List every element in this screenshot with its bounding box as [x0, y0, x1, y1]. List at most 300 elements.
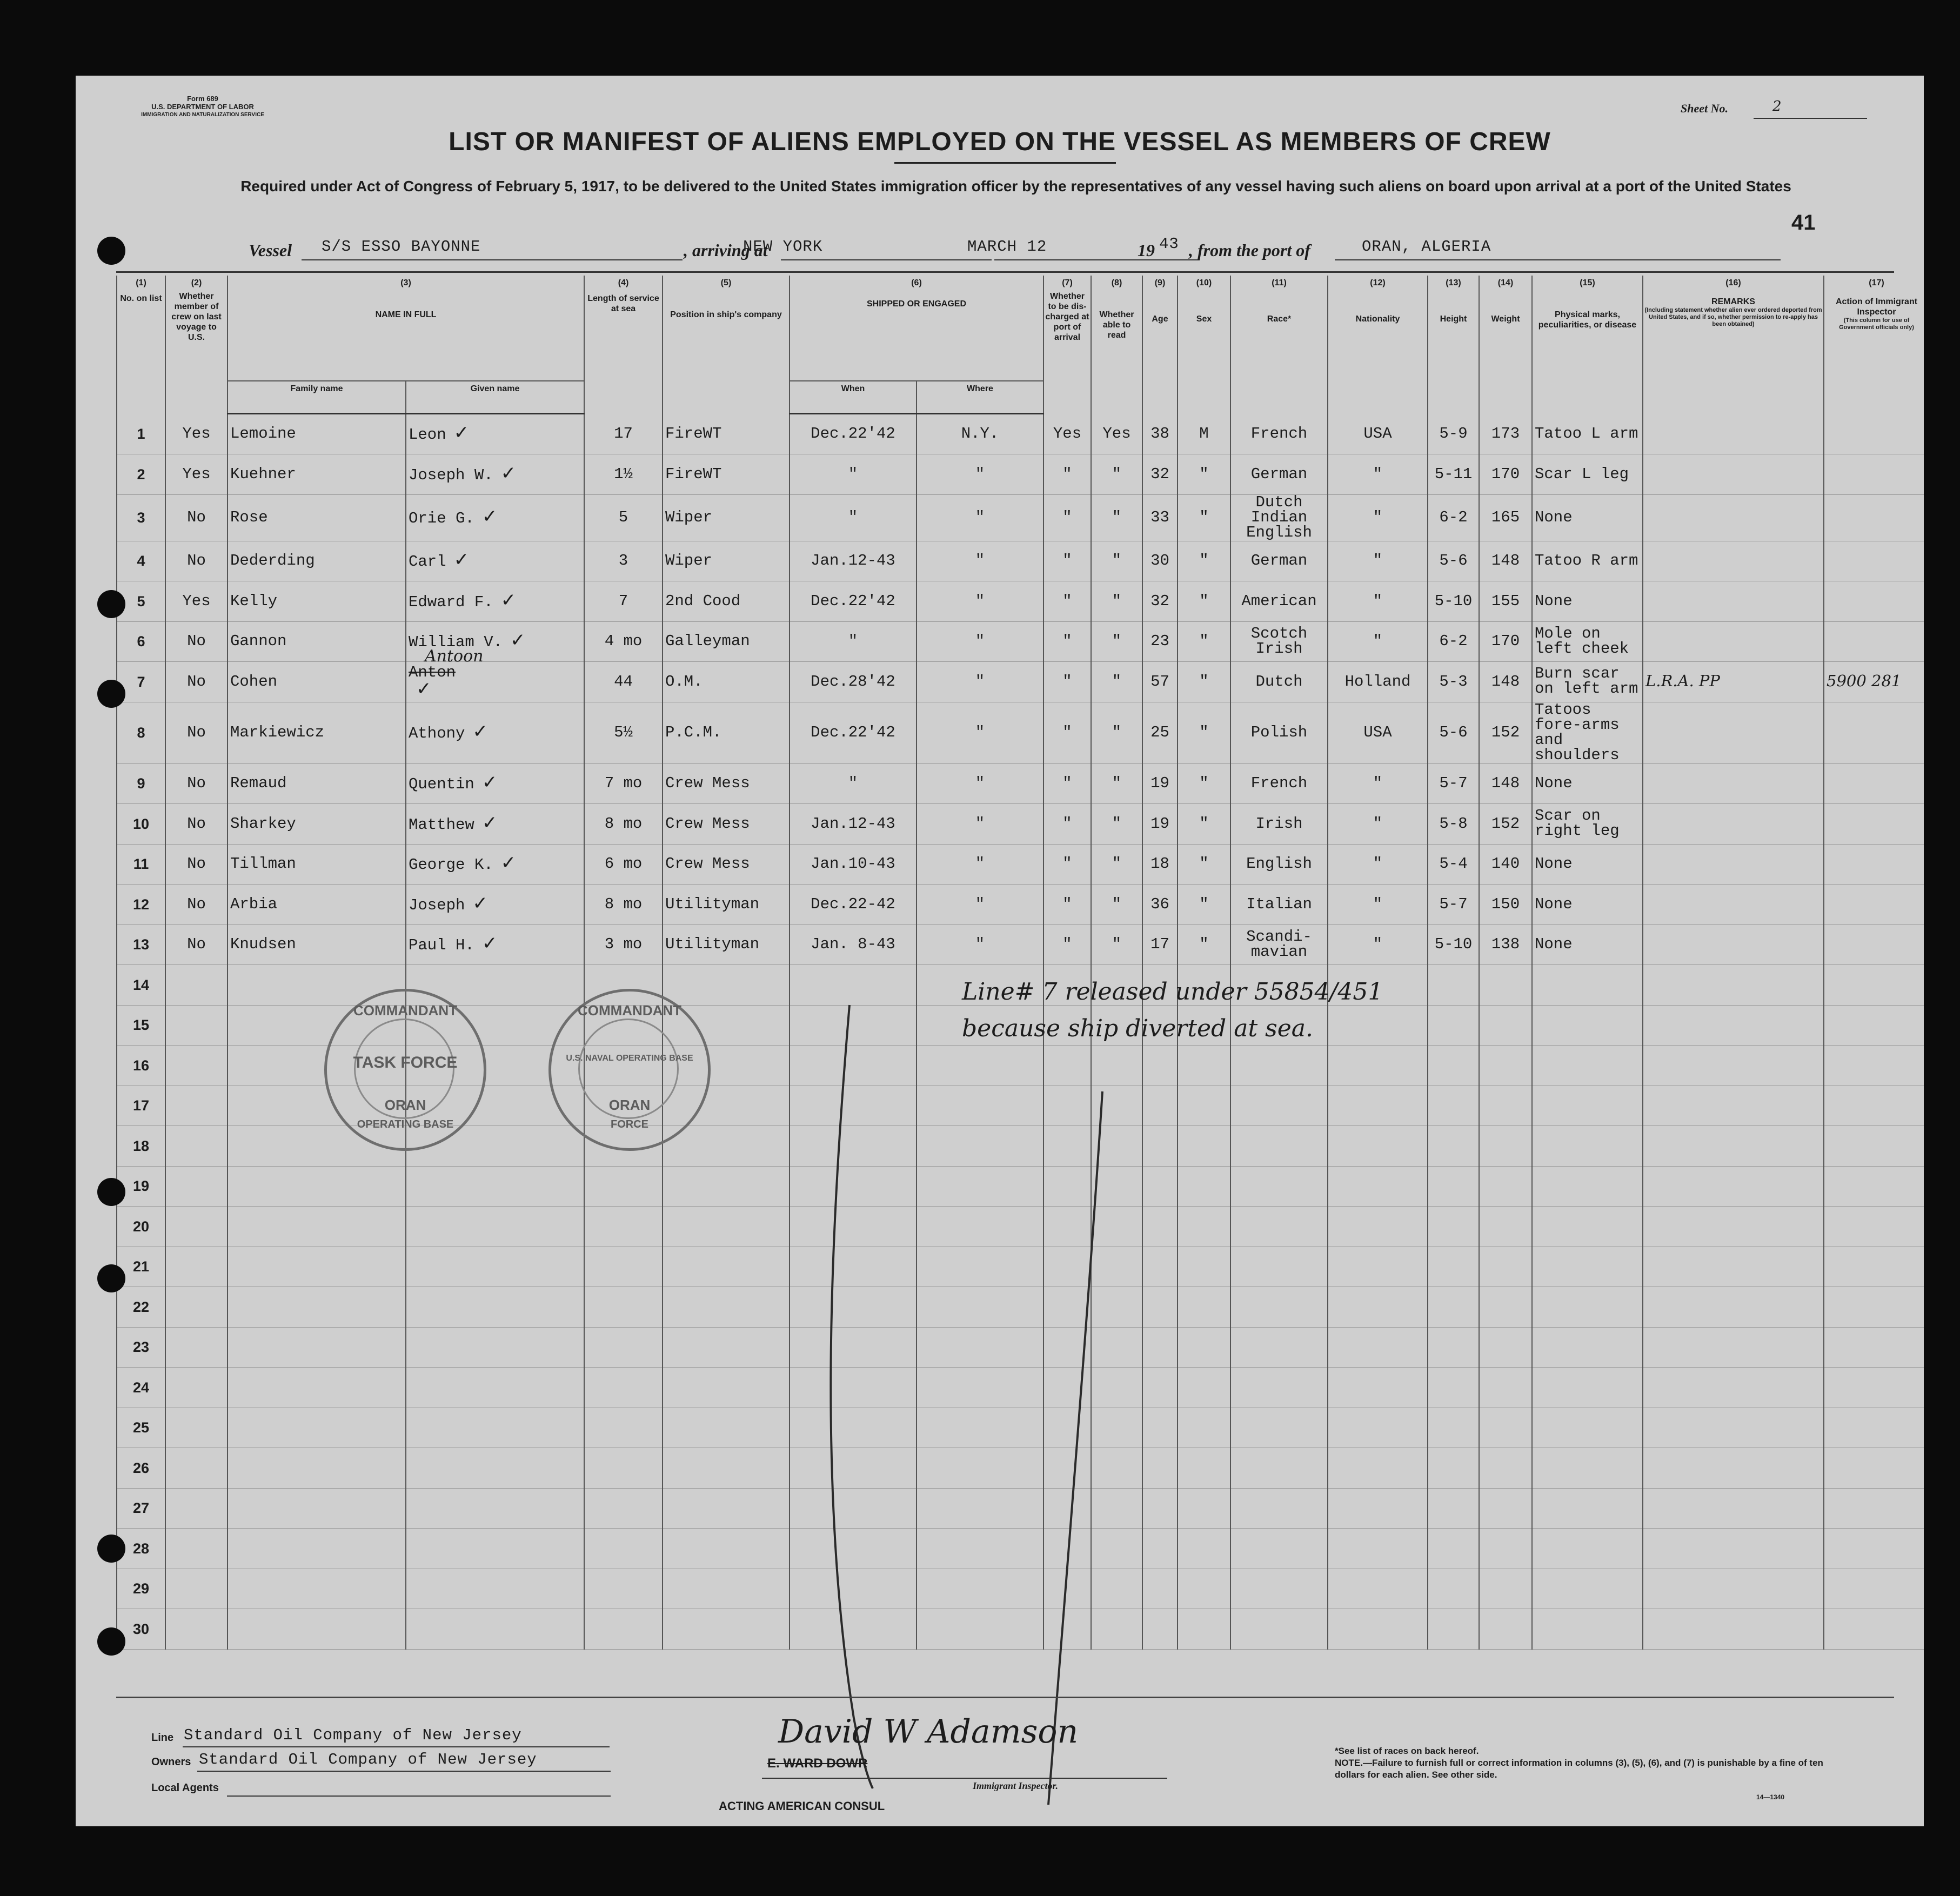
row-number: 14: [117, 965, 165, 1006]
cell-when-text: Jan.12-43: [811, 552, 895, 570]
cell-sex-text: ": [1199, 774, 1209, 793]
cell-read-text: ": [1112, 895, 1122, 913]
col-shipped-header: (6) SHIPPED OR ENGAGED: [790, 276, 1043, 381]
cell-weight-text: 150: [1491, 895, 1520, 913]
cell-race-text: Polish: [1250, 723, 1308, 741]
row-number: 17: [117, 1086, 165, 1126]
cell-given-text: Joseph: [409, 896, 465, 914]
cell-nationality-text: ": [1373, 508, 1383, 526]
cell-when-text: Jan. 8-43: [811, 935, 895, 954]
cell-discharged-text: ": [1062, 552, 1072, 570]
cell-race-text: Dutch: [1255, 672, 1303, 691]
arriving-port: NEW YORK: [743, 238, 823, 256]
cell-race-text: German: [1250, 552, 1308, 570]
cell-marks-text: None: [1535, 895, 1573, 913]
cell-when-text: Dec.22'42: [811, 425, 895, 443]
cell-marks-text: Burn scar on left arm: [1535, 665, 1638, 698]
cell-height-text: 5-6: [1439, 723, 1468, 741]
cell-race-text: Scotch Irish: [1250, 624, 1308, 658]
cell-sex-text: M: [1199, 424, 1209, 443]
cell-height-text: 6-2: [1439, 508, 1468, 526]
check-mark-icon: ✓: [481, 812, 498, 834]
col-height-header: (13) Height: [1428, 276, 1479, 413]
check-mark-icon: ✓: [453, 549, 470, 571]
cell-family-text: Sharkey: [230, 814, 296, 833]
binder-hole: [97, 680, 125, 708]
cell-marks-text: Scar L leg: [1535, 465, 1629, 483]
cell-member-text: No: [187, 723, 206, 741]
cell-position-text: Utilityman: [665, 895, 760, 913]
row-number: 18: [117, 1126, 165, 1167]
cell-marks-text: None: [1535, 592, 1573, 610]
cell-read-text: ": [1112, 723, 1122, 741]
cell-member-text: No: [187, 552, 206, 570]
cell-member-text: No: [187, 814, 206, 833]
agents-rule: [227, 1795, 611, 1797]
cell-discharged-text: ": [1062, 855, 1072, 873]
cell-age-text: 38: [1150, 424, 1169, 443]
col-nationality-header: (12) Nationality: [1328, 276, 1428, 413]
cell-race-text: Dutch Indian English: [1246, 493, 1312, 541]
row-number: 28: [117, 1529, 165, 1569]
cell-position-text: Wiper: [665, 552, 713, 570]
col-action-header: (17) Action of Immigrant Inspector (This column for use of Government officials only): [1824, 276, 1924, 413]
cell-service-text: 8 mo: [604, 814, 643, 833]
cell-read-text: ": [1112, 465, 1122, 483]
cell-race-text: Scandi-mavian: [1246, 927, 1312, 961]
cell-discharged-text: ": [1062, 814, 1072, 833]
cell-age-text: 57: [1150, 672, 1169, 691]
cell-height-text: 5-3: [1439, 672, 1468, 691]
cell-nationality-text: ": [1373, 814, 1383, 833]
vessel-name: S/S ESSO BAYONNE: [322, 238, 481, 256]
line-rule: [183, 1746, 610, 1747]
cell-discharged-text: ": [1062, 672, 1072, 691]
cell-nationality-text: ": [1373, 935, 1383, 954]
cell-nationality-text: USA: [1363, 723, 1392, 741]
row-number: 23: [117, 1327, 165, 1368]
cell-given-text: Athony: [409, 725, 465, 742]
binder-hole: [97, 1535, 125, 1563]
year-prefix: 19: [1138, 240, 1155, 260]
cell-read-text: ": [1112, 672, 1122, 691]
col-read-header: (8) Whether able to read: [1091, 276, 1142, 413]
cell-height-text: 5-11: [1434, 465, 1473, 483]
cell-discharged-text: ": [1062, 508, 1072, 526]
cell-given-text: Paul H.: [409, 936, 474, 955]
cell-family-text: Kelly: [230, 592, 278, 610]
cell-where-text: ": [975, 592, 985, 610]
cell-nationality-text: ": [1373, 465, 1383, 483]
cell-read-text: ": [1112, 774, 1122, 793]
check-mark-icon: ✓: [416, 678, 432, 700]
cell-discharged-text: ": [1062, 592, 1072, 610]
cell-member-text: No: [187, 672, 206, 691]
struck-name: E. WARD DOWR: [767, 1756, 868, 1771]
cell-when-text: ": [848, 774, 858, 793]
binder-hole: [97, 590, 125, 618]
cell-where-text: ": [975, 632, 985, 651]
cell-when-text: Dec.22'42: [811, 592, 895, 610]
cell-where-text: ": [975, 723, 985, 741]
commandant-stamp-2: COMMANDANT U.S. NAVAL OPERATING BASE ORAN FORCE: [548, 989, 711, 1151]
cell-height-text: 5-7: [1439, 895, 1468, 913]
row-number: 22: [117, 1287, 165, 1328]
penalty-note: NOTE.—Failure to furnish full or correct information in columns (3), (5), (6), and (7) is punishable by a fine of ten dollars for each alien. See other side.: [1335, 1758, 1823, 1780]
cell-position-text: Galleyman: [665, 632, 750, 651]
cell-service-text: 5: [618, 508, 628, 526]
cell-read-text: ": [1112, 855, 1122, 873]
cell-height-text: 5-9: [1439, 424, 1468, 443]
cell-height-text: 5-10: [1434, 592, 1473, 610]
cell-where-text: ": [975, 774, 985, 793]
cell-sex-text: ": [1199, 552, 1209, 570]
cell-weight-text: 138: [1491, 935, 1520, 954]
cell-service-text: 7: [618, 592, 628, 610]
cell-given-text: Edward F.: [409, 593, 493, 611]
cell-weight-text: 152: [1491, 814, 1520, 833]
check-mark-icon: ✓: [472, 892, 488, 914]
cell-given-text: Orie G.: [409, 510, 474, 527]
cell-position-text: Crew Mess: [665, 814, 750, 833]
cell-weight-text: 148: [1491, 774, 1520, 793]
row-number: 24: [117, 1368, 165, 1408]
release-note-line-1: Line# 7 released under 55854/451: [962, 978, 1383, 1006]
row-number: 12: [117, 885, 165, 925]
cell-age-text: 32: [1150, 465, 1169, 483]
cell-member-text: No: [187, 855, 206, 873]
cell-nationality-text: ": [1373, 552, 1383, 570]
cell-discharged-text: ": [1062, 774, 1072, 793]
inspector-label: Immigrant Inspector.: [973, 1780, 1059, 1791]
manifest-sheet: [76, 76, 1924, 1826]
row-number: 20: [117, 1207, 165, 1247]
cell-discharged-text: ": [1062, 632, 1072, 651]
cell-nationality-text: ": [1373, 592, 1383, 610]
check-mark-icon: ✓: [500, 462, 517, 484]
cell-weight-text: 140: [1491, 855, 1520, 873]
cell-sex-text: ": [1199, 592, 1209, 610]
line-value: Standard Oil Company of New Jersey: [184, 1726, 522, 1744]
cell-family-text: Markiewicz: [230, 723, 325, 741]
check-mark-icon: ✓: [481, 772, 498, 794]
cell-when-text: Dec.22'42: [811, 723, 895, 741]
cell-where-text: ": [975, 814, 985, 833]
cell-when-text: Dec.28'42: [811, 672, 895, 691]
footer-print-code: 14—1340: [1756, 1793, 1785, 1801]
cell-when-text: Jan.12-43: [811, 814, 895, 833]
col-weight-header: (14) Weight: [1479, 276, 1532, 413]
cell-service-text: 3 mo: [604, 935, 643, 954]
col-age-header: (9) Age: [1142, 276, 1178, 413]
page-title: LIST OR MANIFEST OF ALIENS EMPLOYED ON THE VESSEL AS MEMBERS OF CREW: [449, 128, 1551, 156]
cell-member-text: No: [187, 895, 206, 913]
page-subtitle: Required under Act of Congress of February 5, 1917, to be delivered to the United States immigration officer by the representatives of any vessel having such aliens on board upon arrival at a port of the United States: [240, 178, 1791, 195]
binder-hole: [97, 1178, 125, 1206]
release-note-line-2: because ship diverted at sea.: [962, 1015, 1313, 1042]
arriving-label: , arriving at: [684, 240, 768, 260]
cell-position-text: Utilityman: [665, 935, 760, 954]
cell-height-text: 5-4: [1439, 855, 1468, 873]
cell-where-text: ": [975, 895, 985, 913]
cell-where-text: ": [975, 855, 985, 873]
cell-nationality-text: Holland: [1344, 672, 1411, 691]
row-number: 5: [117, 581, 165, 622]
cell-family-text: Remaud: [230, 774, 287, 793]
cell-action-text: 5900 281: [1827, 672, 1902, 691]
row-number: 7: [117, 662, 165, 702]
table-bottom-rule: [116, 1697, 1894, 1698]
cell-when-text: ": [848, 465, 858, 483]
cell-where-text: ": [975, 508, 985, 526]
signature-rule: [762, 1778, 1167, 1779]
row-number: 19: [117, 1166, 165, 1207]
consul-title: ACTING AMERICAN CONSUL: [719, 1799, 885, 1813]
cell-discharged-text: Yes: [1053, 424, 1082, 443]
binder-hole: [97, 237, 125, 265]
cell-read-text: ": [1112, 592, 1122, 610]
cell-age-text: 32: [1150, 592, 1169, 610]
cell-height-text: 5-6: [1439, 552, 1468, 570]
cell-age-text: 36: [1150, 895, 1169, 913]
cell-where-text: ": [975, 465, 985, 483]
cell-when-text: Dec.22-42: [811, 895, 895, 913]
cell-age-text: 18: [1150, 855, 1169, 873]
cell-discharged-text: ": [1062, 465, 1072, 483]
cell-family-text: Gannon: [230, 632, 287, 651]
cell-member-text: No: [187, 935, 206, 954]
cell-race-text: French: [1250, 774, 1308, 793]
cell-given-text: Carl: [409, 553, 446, 571]
col-remarks-header: (16) REMARKS (Including statement whether alien ever ordered deported from United States, and if so, whether permission to re-apply has been obtained): [1643, 276, 1824, 413]
cell-given-text: Quentin: [409, 775, 474, 794]
cell-family-text: Arbia: [230, 895, 278, 913]
col-where-header: Where: [917, 381, 1043, 413]
cell-position-text: P.C.M.: [665, 723, 722, 741]
cell-height-text: 5-7: [1439, 774, 1468, 793]
page-number: 41: [1791, 211, 1816, 235]
check-mark-icon: ✓: [500, 589, 517, 611]
row-number: 27: [117, 1488, 165, 1529]
cell-weight-text: 148: [1491, 552, 1520, 570]
cell-member-text: Yes: [182, 465, 211, 483]
col-name-header: (3) NAME IN FULL: [228, 276, 584, 381]
race-note: *See list of races on back hereof.: [1335, 1746, 1479, 1756]
check-mark-icon: ✓: [453, 422, 470, 444]
col-no-header: (1) No. on list: [117, 276, 165, 413]
cell-read-text: ": [1112, 552, 1122, 570]
cell-marks-text: None: [1535, 935, 1573, 954]
cell-nationality-text: ": [1373, 632, 1383, 651]
agents-label: Local Agents: [151, 1782, 219, 1794]
row-number: 15: [117, 1005, 165, 1046]
arrival-date: MARCH 12: [967, 238, 1047, 256]
col-given-header: Given name: [406, 381, 584, 413]
cell-when-text: ": [848, 632, 858, 651]
arrival-year: 43: [1159, 235, 1179, 253]
check-mark-icon: ✓: [472, 721, 488, 742]
from-port: ORAN, ALGERIA: [1362, 238, 1491, 256]
cell-member-text: No: [187, 508, 206, 526]
col-member-header: (2) Whether member of crew on last voyage to U.S.: [165, 276, 228, 413]
row-number: 13: [117, 924, 165, 965]
cell-weight-text: 148: [1491, 672, 1520, 691]
cell-read-text: Yes: [1102, 424, 1131, 443]
binder-hole: [97, 1264, 125, 1292]
row-number: 4: [117, 541, 165, 581]
owners-rule: [197, 1771, 611, 1772]
cell-nationality-text: ": [1373, 895, 1383, 913]
cell-position-text: Crew Mess: [665, 774, 750, 793]
cell-discharged-text: ": [1062, 895, 1072, 913]
cell-family-text: Cohen: [230, 672, 278, 691]
given-name-correction: Antoon: [425, 646, 484, 666]
cell-when-text: ": [848, 508, 858, 526]
cell-weight-text: 170: [1491, 632, 1520, 651]
col-discharged-header: (7) Whether to be dis-charged at port of arrival: [1043, 276, 1091, 413]
cell-age-text: 33: [1150, 508, 1169, 526]
cell-discharged-text: ": [1062, 723, 1072, 741]
cell-height-text: 5-8: [1439, 814, 1468, 833]
cell-member-text: No: [187, 632, 206, 651]
cell-position-text: 2nd Cood: [665, 592, 741, 610]
cell-member-text: Yes: [182, 424, 211, 443]
col-family-header: Family name: [228, 381, 406, 413]
cell-marks-text: None: [1535, 508, 1573, 526]
col-sex-header: (10) Sex: [1178, 276, 1230, 413]
cell-read-text: ": [1112, 814, 1122, 833]
cell-service-text: 5½: [614, 723, 633, 741]
cell-marks-text: Tatoo R arm: [1535, 552, 1638, 570]
row-number: 21: [117, 1247, 165, 1287]
row-number: 6: [117, 621, 165, 662]
cell-family-text: Rose: [230, 508, 268, 526]
cell-position-text: Crew Mess: [665, 855, 750, 873]
cell-sex-text: ": [1199, 723, 1209, 741]
cell-sex-text: ": [1199, 935, 1209, 954]
cell-nationality-text: USA: [1363, 424, 1392, 443]
cell-service-text: 44: [614, 672, 633, 691]
row-number: 25: [117, 1408, 165, 1448]
cell-service-text: 6 mo: [604, 855, 643, 873]
cell-age-text: 19: [1150, 814, 1169, 833]
cell-position-text: FireWT: [665, 424, 722, 443]
owners-value: Standard Oil Company of New Jersey: [199, 1751, 537, 1768]
cell-read-text: ": [1112, 935, 1122, 954]
cell-service-text: 1½: [614, 465, 633, 483]
cell-marks-text: Tatoo L arm: [1535, 424, 1638, 443]
row-number: 2: [117, 454, 165, 495]
sheet-number-value: 2: [1772, 98, 1782, 115]
cell-member-text: No: [187, 774, 206, 793]
cell-read-text: ": [1112, 508, 1122, 526]
cell-family-text: Dederding: [230, 552, 315, 570]
check-mark-icon: ✓: [481, 933, 498, 955]
sheet-number-label: Sheet No.: [1681, 102, 1728, 115]
cell-given-text: Matthew: [409, 815, 474, 834]
cell-age-text: 30: [1150, 552, 1169, 570]
row-number: 16: [117, 1046, 165, 1086]
cell-marks-text: Scar on right leg: [1535, 807, 1620, 840]
cell-family-text: Kuehner: [230, 465, 296, 483]
cell-given-text: William V.: [409, 633, 503, 652]
cell-given-text: Joseph W.: [409, 466, 493, 484]
cell-discharged-text: ": [1062, 935, 1072, 954]
cell-service-text: 7 mo: [604, 774, 643, 793]
form-identifier: Form 689 U.S. DEPARTMENT OF LABOR IMMIGRATION AND NATURALIZATION SERVICE: [141, 95, 264, 118]
pen-strokes: [76, 76, 1924, 1826]
cell-where-text: ": [975, 935, 985, 954]
cell-height-text: 5-10: [1434, 935, 1473, 954]
cell-marks-text: Mole on left cheek: [1535, 624, 1629, 658]
cell-remarks-text: L.R.A. PP: [1645, 672, 1720, 691]
from-port-label: , from the port of: [1189, 240, 1310, 260]
row-number: 29: [117, 1569, 165, 1609]
cell-member-text: Yes: [182, 592, 211, 610]
cell-marks-text: Tatoos fore-arms and shoulders: [1535, 700, 1620, 764]
vessel-label: Vessel: [249, 240, 292, 260]
cell-service-text: 3: [618, 552, 628, 570]
check-mark-icon: ✓: [500, 852, 517, 874]
cell-race-text: Irish: [1255, 814, 1303, 833]
cell-position-text: O.M.: [665, 672, 703, 691]
cell-age-text: 25: [1150, 723, 1169, 741]
col-service-header: (4) Length of service at sea: [584, 276, 663, 413]
cell-given-text: Leon: [409, 426, 446, 444]
cell-weight-text: 155: [1491, 592, 1520, 610]
cell-race-text: Italian: [1246, 895, 1312, 913]
col-race-header: (11) Race*: [1230, 276, 1328, 413]
cell-sex-text: ": [1199, 465, 1209, 483]
cell-when-text: Jan.10-43: [811, 855, 895, 873]
line-label: Line: [151, 1732, 174, 1744]
commandant-stamp-1: COMMANDANT TASK FORCE ORAN OPERATING BASE: [324, 989, 486, 1151]
cell-family-text: Lemoine: [230, 425, 296, 443]
cell-weight-text: 152: [1491, 723, 1520, 741]
cell-where-text: N.Y.: [961, 425, 999, 443]
cell-given-text: Anton: [409, 663, 456, 681]
cell-sex-text: ": [1199, 855, 1209, 873]
check-mark-icon: ✓: [481, 506, 498, 527]
cell-race-text: English: [1246, 855, 1312, 873]
cell-service-text: 4 mo: [604, 632, 643, 651]
cell-height-text: 6-2: [1439, 632, 1468, 651]
cell-marks-text: None: [1535, 855, 1573, 873]
cell-position-text: Wiper: [665, 508, 713, 526]
cell-weight-text: 170: [1491, 465, 1520, 483]
binder-hole: [97, 1627, 125, 1656]
cell-given-text: George K.: [409, 856, 493, 874]
cell-sex-text: ": [1199, 895, 1209, 913]
cell-nationality-text: ": [1373, 774, 1383, 793]
cell-sex-text: ": [1199, 814, 1209, 833]
cell-read-text: ": [1112, 632, 1122, 651]
row-number: 11: [117, 844, 165, 885]
cell-age-text: 17: [1150, 935, 1169, 954]
row-number: 10: [117, 804, 165, 845]
col-position-header: (5) Position in ship's company: [663, 276, 790, 413]
row-number: 26: [117, 1448, 165, 1489]
cell-weight-text: 165: [1491, 508, 1520, 526]
cell-service-text: 8 mo: [604, 895, 643, 913]
cell-race-text: American: [1241, 592, 1317, 610]
pen-stroke-left: [831, 1005, 873, 1788]
cell-family-text: Knudsen: [230, 935, 296, 954]
cell-sex-text: ": [1199, 672, 1209, 691]
inspector-signature: David W Adamson: [778, 1713, 1079, 1751]
row-number: 1: [117, 413, 165, 454]
cell-family-text: Tillman: [230, 855, 296, 873]
